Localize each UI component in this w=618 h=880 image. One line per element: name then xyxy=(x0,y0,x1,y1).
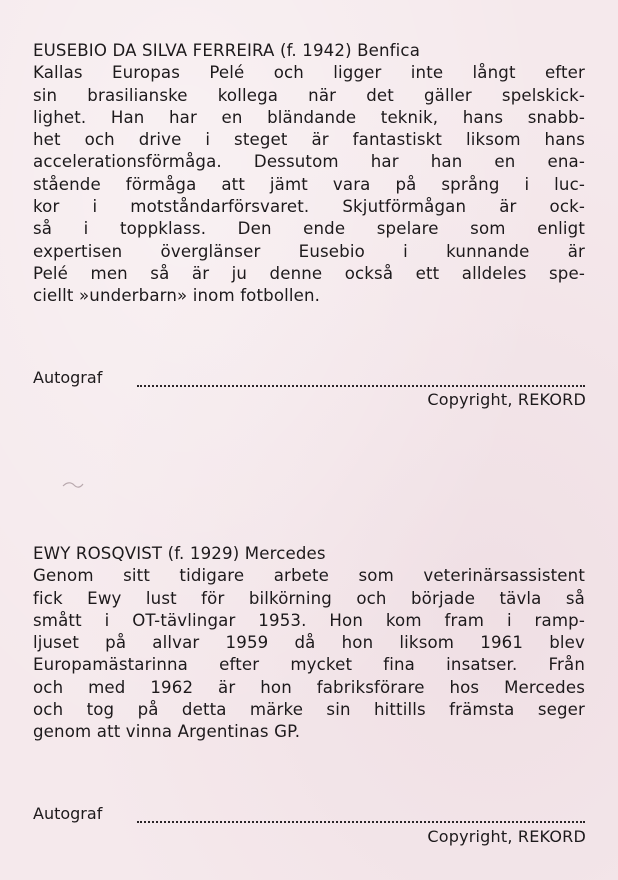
text-line: stående förmåga att jämt vara på språng i luc- xyxy=(33,174,585,194)
text-line: ciellt »underbarn» inom fotbollen. xyxy=(33,286,321,306)
autograph-dotted-line xyxy=(137,821,585,823)
autograph-label: Autograf xyxy=(33,804,103,823)
ink-mark-icon xyxy=(62,480,84,490)
text-line: genom att vinna Argentinas GP. xyxy=(33,722,301,742)
entry-text xyxy=(33,40,585,308)
text-line: Pelé men så är ju denne också ett alldeles spe- xyxy=(33,263,585,283)
entry-text xyxy=(33,543,585,744)
entry-heading: EWY ROSQVIST (f. 1929) Mercedes xyxy=(33,544,326,563)
text-line: och med 1962 är hon fabriksförare hos Mercedes xyxy=(33,677,585,697)
text-line: lighet. Han har en bländande teknik, hans snabb- xyxy=(33,107,585,127)
text-line: Genom sitt tidigare arbete som veterinärsassistent xyxy=(33,566,585,586)
text-line: och tog på detta märke sin hittills främsta seger xyxy=(33,700,585,720)
copyright-notice: Copyright, REKORD xyxy=(427,390,586,409)
copyright-notice: Copyright, REKORD xyxy=(427,827,586,846)
text-line: expertisen överglänser Eusebio i kunnande är xyxy=(33,241,585,261)
text-line: smått i OT-tävlingar 1953. Hon kom fram i ramp- xyxy=(33,610,585,630)
text-line: sin brasilianske kollega när det gäller spelskick- xyxy=(33,85,585,105)
text-line: Europamästarinna efter mycket fina insatser. Från xyxy=(33,655,585,675)
text-line: så i toppklass. Den ende spelare som enligt xyxy=(33,219,585,239)
text-line: accelerationsförmåga. Dessutom har han en ena- xyxy=(33,152,585,172)
text-line: kor i motståndarförsvaret. Skjutförmågan är ock- xyxy=(33,197,585,217)
autograph-label: Autograf xyxy=(33,368,103,387)
entry-heading: EUSEBIO DA SILVA FERREIRA (f. 1942) Benfica xyxy=(33,41,421,60)
text-line: het och drive i steget är fantastiskt liksom hans xyxy=(33,130,585,150)
text-line: ljuset på allvar 1959 då hon liksom 1961 blev xyxy=(33,633,585,653)
text-line: Kallas Europas Pelé och ligger inte långt efter xyxy=(33,63,585,83)
autograph-dotted-line xyxy=(137,385,585,387)
text-line: fick Ewy lust för bilkörning och började tävla så xyxy=(33,588,585,608)
autograph-field[interactable] xyxy=(33,804,585,826)
autograph-field[interactable] xyxy=(33,368,585,390)
